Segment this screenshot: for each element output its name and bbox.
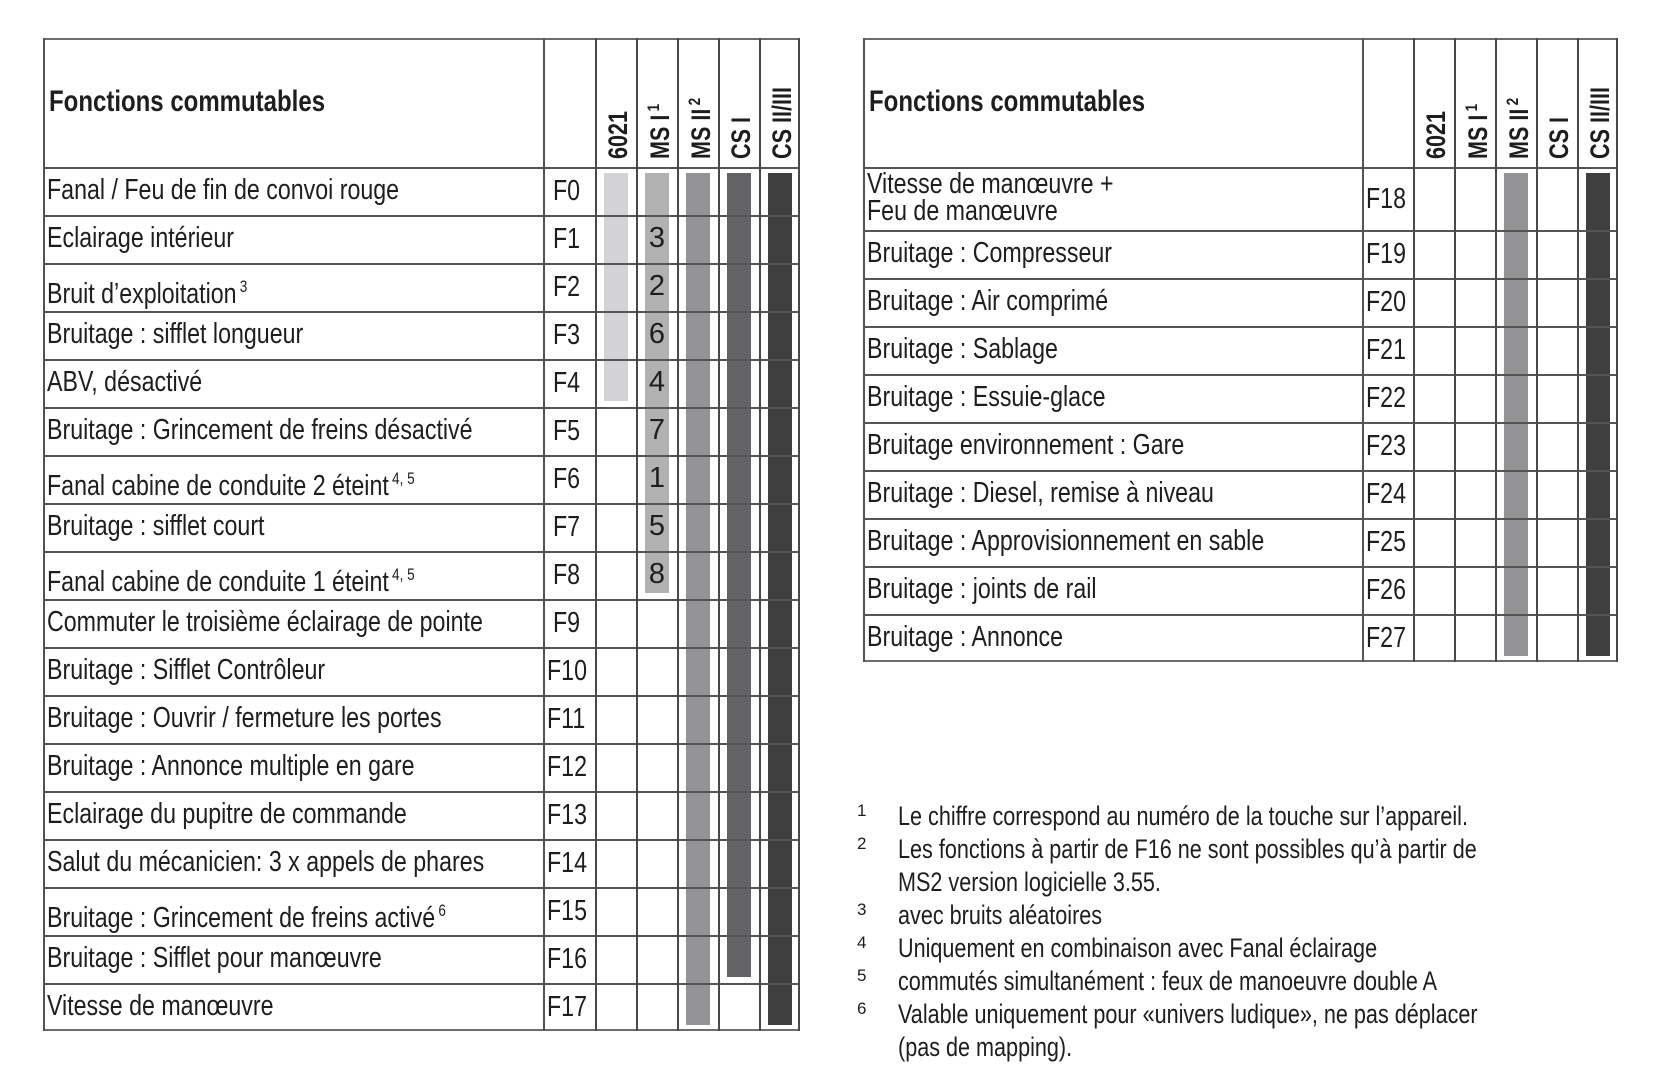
function-label-text: Bruitage : joints de rail — [867, 573, 1097, 605]
function-label-text: Bruitage : Diesel, remise à niveau — [867, 477, 1214, 509]
table-row — [43, 455, 800, 503]
function-label — [47, 272, 297, 309]
function-key — [553, 463, 587, 496]
column-header-ms1 — [644, 90, 676, 159]
function-label-text: Bruitage : Air comprimé — [867, 285, 1109, 317]
footnote-ref: 4, 5 — [392, 469, 415, 488]
footnote-number: 4 — [857, 933, 867, 952]
function-key — [547, 847, 597, 880]
table-row — [43, 935, 800, 983]
footnote-number: 1 — [857, 801, 867, 820]
function-label — [867, 527, 1364, 556]
function-key — [553, 607, 587, 640]
function-label-text: Bruitage : Annonce multiple en gare — [47, 750, 415, 782]
footnote-text — [898, 899, 1153, 932]
function-key-text: F7 — [553, 511, 581, 543]
function-label-line — [867, 623, 1112, 652]
function-label — [867, 431, 1264, 460]
column-header-footnote-ref: 2 — [685, 97, 704, 106]
footnote-text-content: avec bruits aléatoires — [898, 900, 1103, 930]
function-label — [47, 512, 319, 541]
function-label — [47, 704, 540, 733]
function-label-text: Eclairage intérieur — [47, 222, 234, 254]
function-label — [47, 224, 281, 253]
footnote-number: 2 — [857, 834, 867, 853]
function-label-line — [867, 383, 1165, 412]
footnote-ref: 4, 5 — [392, 565, 415, 584]
footnote-text — [898, 1031, 1116, 1064]
function-label-text: Bruitage environnement : Gare — [867, 429, 1185, 461]
column-header-ms2 — [1503, 83, 1535, 159]
function-key — [547, 751, 597, 784]
function-key — [553, 367, 587, 400]
function-label — [47, 944, 466, 973]
table-title — [49, 85, 394, 119]
function-label-text: Bruitage : Compresseur — [867, 237, 1112, 269]
function-key — [1366, 238, 1416, 271]
function-label-line — [867, 195, 1175, 227]
function-label-line — [47, 992, 330, 1021]
footnote-text-content: MS2 version logicielle 3.55. — [898, 867, 1161, 897]
function-key — [1366, 183, 1416, 216]
function-key — [1366, 382, 1416, 415]
column-header-6021 — [603, 99, 634, 159]
function-key-text: F18 — [1366, 182, 1406, 215]
function-key — [553, 511, 587, 544]
function-label-line — [47, 752, 506, 781]
function-key-text: F17 — [547, 991, 587, 1023]
function-key — [547, 991, 597, 1024]
function-label-text: Bruitage : Sifflet pour manœuvre — [47, 942, 382, 974]
footnote-text — [898, 932, 1497, 965]
function-label-text: Vitesse de manœuvre + — [867, 168, 1114, 200]
function-label-line — [47, 176, 487, 205]
ms1-key-number: 5 — [648, 510, 666, 542]
function-key-text: F9 — [553, 607, 581, 639]
function-label-text: Bruitage : Grincement de freins désactivé — [47, 414, 473, 446]
function-label — [47, 896, 546, 933]
function-label-line — [867, 239, 1173, 268]
table-row — [863, 230, 1618, 278]
function-label-line — [867, 479, 1301, 508]
column-header-label: MS $I^1$ — [1462, 103, 1493, 159]
function-label-line — [867, 575, 1154, 604]
function-label — [867, 335, 1106, 364]
function-key — [1366, 526, 1416, 559]
function-key-text: F25 — [1366, 526, 1406, 558]
function-label-line — [47, 896, 546, 933]
function-key — [1366, 478, 1416, 511]
function-label-text: Bruit d’exploitation $^3$ — [47, 277, 248, 310]
column-header-cs1 — [726, 106, 757, 159]
function-label — [47, 656, 395, 685]
column-header-cs23 — [1585, 69, 1616, 159]
column-header-label: MS $I^1$ — [644, 103, 675, 159]
function-label-text: Bruitage : Sifflet Contrôleur — [47, 654, 326, 686]
function-key — [547, 703, 595, 736]
ms1-key-number: 8 — [648, 558, 666, 590]
table-row — [43, 695, 800, 743]
function-label — [867, 479, 1301, 508]
column-header-label: CS II/III — [1585, 86, 1615, 159]
function-label-text: Fanal cabine de conduite 1 éteint $^{4, 5}$ — [47, 565, 415, 598]
function-key-text: F0 — [553, 175, 581, 207]
function-label-text: Bruitage : Essuie-glace — [867, 381, 1106, 413]
function-key-text: F10 — [547, 655, 587, 687]
footnote-number: 6 — [857, 999, 867, 1018]
function-key — [553, 559, 587, 592]
footnote-ref: 6 — [438, 901, 446, 920]
table-row — [863, 566, 1618, 614]
function-label-line — [47, 512, 319, 541]
table-row — [43, 983, 800, 1031]
function-label-line — [47, 944, 466, 973]
table-row — [863, 326, 1618, 374]
table-row — [43, 167, 800, 215]
function-table-left — [43, 38, 800, 1031]
function-label — [47, 800, 497, 829]
function-label-line — [867, 168, 1175, 200]
column-header-label: 6021 — [603, 110, 633, 159]
footnote-number: 3 — [857, 900, 867, 919]
footnote-text — [898, 800, 1610, 833]
function-label — [47, 560, 507, 597]
table-row — [863, 278, 1618, 326]
grid-line — [863, 38, 1618, 40]
function-key-text: F16 — [547, 943, 587, 975]
ms1-key-number: 6 — [648, 318, 666, 350]
footnote-text-content: commutés simultanément : feux de manoeuvre double A — [898, 966, 1438, 996]
table-row — [43, 647, 800, 695]
table-row — [43, 263, 800, 311]
function-label-text: Fanal / Feu de fin de convoi rouge — [47, 174, 400, 206]
function-label-line — [867, 335, 1106, 364]
function-label — [867, 383, 1165, 412]
function-key — [553, 175, 587, 208]
column-header-6021 — [1421, 99, 1452, 159]
footnote-text-content: Les fonctions à partir de F16 ne sont possibles qu’à partir de — [898, 834, 1477, 864]
function-key-text: F15 — [547, 895, 587, 927]
function-key — [547, 655, 597, 688]
function-label — [47, 992, 330, 1021]
footnote-text — [898, 998, 1623, 1031]
column-header-label: MS $II^2$ — [685, 97, 716, 159]
function-key — [1366, 430, 1416, 463]
table-title-text: Fonctions commutables — [869, 84, 1146, 118]
function-key-text: F6 — [553, 463, 581, 495]
function-key — [553, 223, 587, 256]
function-label-text: Bruitage : Approvisionnement en sable — [867, 525, 1265, 557]
function-label-line — [47, 704, 540, 733]
function-label-text: Bruitage : Ouvrir / fermeture les portes — [47, 702, 442, 734]
column-header-label: 6021 — [1421, 110, 1451, 159]
function-label — [47, 416, 579, 445]
function-label-text: ABV, désactivé — [47, 366, 203, 398]
table-row — [43, 311, 800, 359]
function-label — [47, 368, 241, 397]
function-key — [547, 943, 597, 976]
footnote-text-content: (pas de mapping). — [898, 1032, 1073, 1062]
function-label — [867, 575, 1154, 604]
function-label-line — [47, 848, 594, 877]
function-key-text: F1 — [553, 223, 581, 255]
table-title-text: Fonctions commutables — [49, 84, 326, 118]
column-header-footnote-ref: 1 — [1462, 103, 1481, 112]
table-row — [863, 422, 1618, 470]
function-key-text: F21 — [1366, 334, 1406, 366]
table-row — [863, 518, 1618, 566]
function-key — [553, 271, 587, 304]
function-key-text: F2 — [553, 271, 581, 303]
function-key — [553, 319, 587, 352]
table-row — [43, 407, 800, 455]
table-row — [43, 503, 800, 551]
function-key — [553, 415, 587, 448]
column-header-footnote-ref: 2 — [1503, 97, 1522, 106]
footnote-ref: 3 — [239, 277, 248, 296]
function-key-text: F20 — [1366, 286, 1406, 318]
function-label-line — [867, 431, 1264, 460]
function-key-text: F22 — [1366, 382, 1406, 414]
column-header-label: CS I — [1544, 116, 1574, 159]
function-key-text: F5 — [553, 415, 581, 447]
function-key — [1366, 574, 1416, 607]
function-key — [1366, 286, 1416, 319]
function-label-text: Bruitage : Sablage — [867, 333, 1058, 365]
function-label-text: Vitesse de manœuvre — [47, 990, 274, 1022]
function-label-text: Bruitage : Annonce — [867, 621, 1064, 653]
function-label-text: Bruitage : sifflet longueur — [47, 318, 304, 350]
column-header-label: MS $II^2$ — [1503, 97, 1534, 159]
table-row — [43, 551, 800, 599]
table-row — [43, 791, 800, 839]
ms1-key-number: 1 — [648, 462, 666, 494]
function-label-line — [47, 560, 507, 597]
function-key — [1366, 622, 1416, 655]
ms1-key-number: 3 — [648, 222, 666, 254]
function-label-line — [47, 608, 592, 637]
function-label-line — [47, 464, 507, 501]
table-row — [43, 887, 800, 935]
function-label-text: Feu de manœuvre — [867, 195, 1058, 227]
table-row — [43, 599, 800, 647]
function-label — [47, 176, 487, 205]
function-label — [47, 464, 507, 501]
footnote-text — [898, 866, 1227, 899]
function-label-text: Salut du mécanicien: 3 x appels de phares — [47, 846, 485, 878]
function-key-text: F14 — [547, 847, 587, 879]
ms1-key-number: 7 — [648, 414, 666, 446]
function-label-text: Eclairage du pupitre de commande — [47, 798, 407, 830]
table-row — [863, 614, 1618, 662]
footnote-text-content: Le chiffre correspond au numéro de la touche sur l’appareil. — [898, 801, 1468, 831]
function-label-line — [47, 656, 395, 685]
function-key-text: F12 — [547, 751, 587, 783]
table-row — [43, 839, 800, 887]
function-label-text: Bruitage : sifflet court — [47, 510, 265, 542]
function-key-text: F27 — [1366, 622, 1406, 654]
table-title — [869, 85, 1214, 119]
function-label — [47, 608, 592, 637]
function-key — [1366, 334, 1416, 367]
column-header-cs23 — [767, 69, 798, 159]
table-row — [863, 167, 1618, 230]
function-label-line — [47, 800, 497, 829]
column-header-ms1 — [1462, 90, 1494, 159]
function-label — [47, 752, 506, 781]
footnote-text — [898, 965, 1572, 998]
function-label-line — [47, 368, 241, 397]
function-label-line — [47, 320, 367, 349]
function-key — [547, 895, 597, 928]
function-label-text: Fanal cabine de conduite 2 éteint $^{4, 5}$ — [47, 469, 415, 502]
function-key-text: F11 — [547, 703, 586, 735]
function-label-line — [47, 416, 579, 445]
function-key-text: F13 — [547, 799, 587, 831]
column-header-label: CS I — [726, 116, 756, 159]
function-label — [47, 320, 367, 349]
function-table-right — [863, 38, 1618, 662]
column-header-cs1 — [1544, 106, 1575, 159]
table-row — [863, 470, 1618, 518]
function-key-text: F19 — [1366, 238, 1406, 270]
function-key-text: F26 — [1366, 574, 1406, 606]
function-label — [867, 239, 1173, 268]
function-key-text: F3 — [553, 319, 581, 351]
function-label-line — [867, 287, 1168, 316]
footnote-text — [898, 833, 1621, 866]
function-label — [867, 623, 1112, 652]
function-label-line — [47, 224, 281, 253]
grid-line — [43, 38, 800, 40]
function-key-text: F23 — [1366, 430, 1406, 462]
function-label-text: Bruitage : Grincement de freins activé $^6$ — [47, 901, 446, 934]
function-key-text: F4 — [553, 367, 581, 399]
function-key — [547, 799, 597, 832]
function-key-text: F24 — [1366, 478, 1406, 510]
ms1-key-number: 4 — [648, 366, 666, 398]
footnote-text-content: Valable uniquement pour «univers ludique», ne pas déplacer — [898, 999, 1478, 1029]
table-row — [43, 359, 800, 407]
footnote-number: 5 — [857, 966, 867, 985]
function-label-line — [47, 272, 297, 309]
column-header-ms2 — [685, 83, 717, 159]
function-label — [867, 168, 1175, 227]
column-header-footnote-ref: 1 — [644, 103, 663, 112]
function-key-text: F8 — [553, 559, 581, 591]
function-label — [867, 287, 1168, 316]
function-label-line — [867, 527, 1364, 556]
footnote-text-content: Uniquement en combinaison avec Fanal éclairage — [898, 933, 1378, 963]
function-label — [47, 848, 594, 877]
table-row — [43, 743, 800, 791]
table-row — [43, 215, 800, 263]
table-row — [863, 374, 1618, 422]
ms1-key-number: 2 — [648, 270, 666, 302]
function-label-text: Commuter le troisième éclairage de pointe — [47, 606, 483, 638]
column-header-label: CS II/III — [767, 86, 797, 159]
